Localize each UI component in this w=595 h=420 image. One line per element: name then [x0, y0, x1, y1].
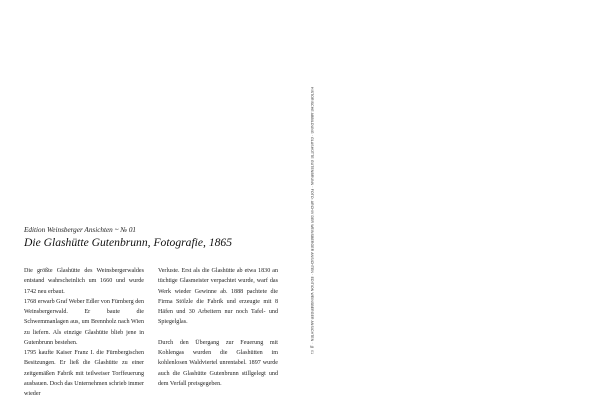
paragraph: Die größte Glashütte des Weinsbergerwaldes entstand wahrscheinlich um 1660 und wurde 1742 neu erbaut. — [24, 268, 144, 295]
text-column-right — [158, 266, 278, 389]
paragraph: 1795 kaufte Kaiser Franz I. die Fürnbergischen Besitzungen. Er ließ die Glashütte zu einer zeitgemäßen Fabrik mit teilweiser Torffeuerung ausbauen. Doch das Unternehmen schrieb immer wieder — [24, 350, 144, 397]
series-label: Edition Weinsberger Ansichten ~ № 01 — [24, 226, 137, 234]
paragraph: Verluste. Erst als die Glashütte ab etwa 1830 an tüchtige Glasmeister verpachtet wurde, warf das Werk wieder Gewinne ab. 1888 pachtete die Firma Stölzle die Fabrik und erzeugte mit 8 Häfen und 30 Arbeitern nur noch Tafel- und Spiegelglas. — [158, 268, 278, 326]
paragraph: Durch den Übergang zur Feuerung mit Kohlengas wurden die Glashütten im kohlenlosen Waldviertel unrentabel. 1897 wurde auch die Glashütte Gutenbrunn stillgelegt und dem Verfall preisgegeben. — [158, 339, 278, 387]
paragraph: 1768 erwarb Graf Weber Edler von Fürnberg den Weinsbergerwald. Er baute die Schwemmanlagen aus, um Brennholz nach Wien zu liefern. Als einzige Glashütte blieb jene in Gutenbrunn bestehen. — [24, 298, 144, 346]
page-title: Die Glashütte Gutenbrunn, Fotografie, 1865 — [24, 236, 233, 249]
text-column-left — [24, 266, 144, 399]
spine-caption: HISTORISCHE ABBILDUNG · GLASHÜTTE GUTENBRUNN · FOTO: ARCHIV DER WEINSBERGER ANSICHTEN · EDITION WEINSBERGER ANSICHTEN · № 01 — [310, 87, 314, 355]
